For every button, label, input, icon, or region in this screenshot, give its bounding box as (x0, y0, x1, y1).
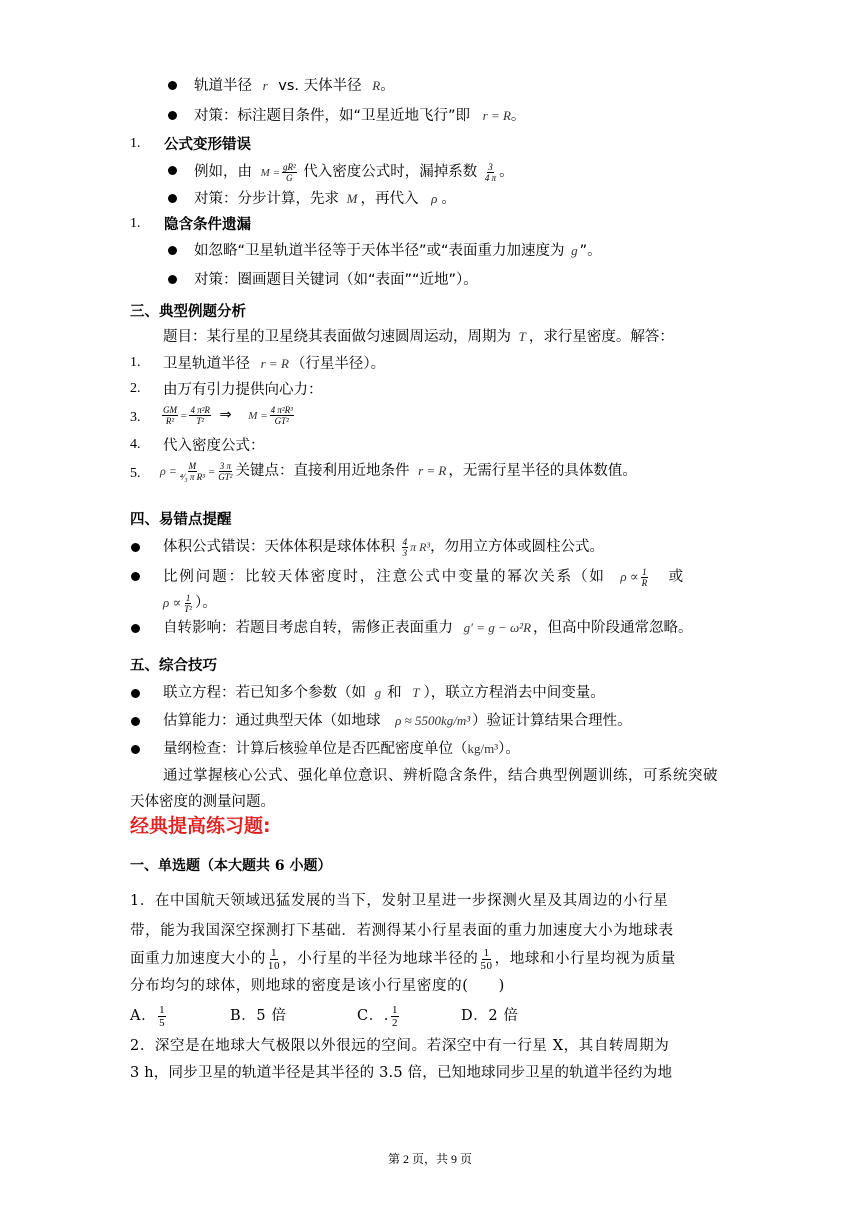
frac-num: 1 (185, 592, 191, 603)
frac-num: 4 π²R (190, 404, 210, 415)
text: 代入密度公式时，漏掉系数 (303, 164, 478, 180)
bullet-dot (131, 717, 140, 726)
option-d[interactable]: D．2 倍 (461, 1008, 519, 1024)
text: 对策：标注题目条件，如“卫星近地飞行”即 (194, 108, 471, 124)
strategy-item (194, 189, 456, 209)
frac-den: R² (165, 415, 175, 426)
text: 例如，由 (194, 164, 252, 180)
fraction-1-over-50 (480, 947, 492, 972)
text: 体积公式错误：天体体积是球体体积 (163, 539, 395, 555)
bullet-dot (168, 111, 177, 120)
list-number: 1. (130, 136, 141, 151)
frac-num: 3 (488, 161, 493, 172)
text: 自转影响：若题目考虑自转，需修正表面重力 (163, 620, 453, 636)
example-intro (163, 327, 674, 347)
math-rho-prop: ρ ∝ (163, 595, 182, 610)
summary-paragraph-line2: 天体密度的测量问题。 (130, 794, 275, 810)
frac-num: 4 π²R³ (270, 404, 293, 415)
frac-num: 1 (392, 1003, 399, 1016)
text: ，地球和小行星均视为质量 (494, 951, 676, 967)
frac-den: 10 (267, 959, 281, 972)
text: 。 (510, 108, 526, 124)
frac-den: 3 (402, 547, 408, 558)
fraction-1-over-T2 (183, 593, 193, 614)
frac-den: ⁴⁄₃ π R³ (179, 471, 205, 482)
option-a[interactable] (130, 1003, 168, 1029)
text: （行星半径）。 (290, 356, 386, 372)
math-piR3: π R³ (410, 540, 431, 554)
list-number: 3. (130, 410, 141, 425)
math-g: g (374, 685, 382, 700)
implies-arrow: ⇒ (219, 407, 232, 423)
math-rho-prop: ρ ∝ (620, 569, 639, 584)
error-item-radius (194, 76, 395, 96)
question-1-line-1: 1．在中国航天领域迅猛发展的当下，发射卫星进一步探测火星及其周边的小行星 (130, 893, 669, 909)
math-r-eq-R: r = R (260, 356, 289, 371)
frac-den: R (641, 577, 648, 588)
text: 联立方程：若已知多个参数（如 (163, 685, 366, 701)
math-g-prime: g′ = g − ω²R (463, 620, 532, 635)
frac-num: GM (163, 404, 177, 415)
fraction-1-over-R (641, 567, 649, 588)
math-unit: kg/m³ (467, 741, 499, 756)
text: 量纲检查：计算后核验单位是否匹配密度单位（ (163, 741, 468, 757)
fraction-3-over-4pi (484, 162, 497, 183)
math-T: T (518, 329, 526, 344)
mistake-item-ratio (163, 563, 685, 591)
error-heading-hidden: 隐含条件遗漏 (164, 217, 251, 233)
text: ，小行星的半径为地球半径的 (282, 951, 479, 967)
math-r-eq-R: r = R (418, 463, 447, 478)
page-footer: 第 2 页，共 9 页 (387, 1152, 472, 1166)
section-heading-examples: 三、典型例题分析 (130, 304, 246, 320)
frac-den: GT² (274, 415, 289, 426)
text: 轨道半径 (194, 78, 252, 94)
math-rho: ρ (431, 191, 438, 206)
frac-num: M (188, 460, 197, 471)
list-number: 1. (130, 216, 141, 231)
fraction-1-over-2 (391, 1004, 399, 1029)
bullet-dot (131, 745, 140, 754)
solution-step-1 (163, 354, 385, 374)
question-1-options (130, 1002, 519, 1030)
text: vs. 天体半径 (278, 78, 362, 94)
text: ，无需行星半径的具体数值。 (448, 463, 637, 479)
bullet-dot (131, 624, 140, 633)
text: 对策：分步计算，先求 (194, 191, 339, 207)
frac-den: 50 (480, 959, 493, 972)
solution-step-4: 代入密度公式： (163, 438, 265, 454)
text: 面重力加速度大小的 (130, 951, 266, 967)
frac-num: 1 (270, 946, 278, 959)
bullet-dot (168, 81, 177, 90)
list-number: 5. (130, 466, 141, 481)
fraction-1-over-10 (268, 947, 280, 972)
exercises-section-heading: 一、单选题（本大题共 6 小题） (130, 858, 332, 874)
bullet-dot (131, 572, 140, 581)
solution-step-2: 由万有引力提供向心力： (163, 382, 323, 398)
fraction-4pi2R3-over-GT2 (270, 405, 294, 426)
option-label: C．. (357, 1008, 390, 1024)
mistake-item-ratio-cont (163, 589, 217, 617)
math-eq: = (180, 410, 188, 422)
bullet-dot (168, 194, 177, 203)
list-number: 2. (130, 381, 141, 396)
math-T: T (412, 685, 420, 700)
frac-num: 4 (402, 536, 408, 547)
frac-num: 1 (483, 946, 490, 959)
bullet-dot (168, 275, 177, 284)
text: 如忽略“卫星轨道半径等于天体半径”或“表面重力加速度为 (194, 243, 565, 259)
text: 和 (387, 685, 402, 701)
question-2-line-2: 3 h，同步卫星的轨道半径是其半径的 3.5 倍，已知地球同步卫星的轨道半径约为地 (130, 1065, 673, 1081)
math-M: M (346, 191, 358, 206)
question-2-line-1: 2．深空是在地球大气极限以外很远的空间。若深空中有一行星 X，其自转周期为 (130, 1038, 670, 1054)
strategy-item: 对策：圈画题目关键词（如“表面”“近地”）。 (194, 272, 478, 288)
hidden-condition-item (194, 241, 602, 261)
strategy-item (194, 106, 525, 126)
text: ”。 (579, 243, 602, 259)
text: 关键点：直接利用近地条件 (235, 463, 410, 479)
frac-den: 5 (159, 1016, 166, 1029)
math-M-eq: M = (260, 167, 280, 179)
math-R: R (372, 78, 381, 93)
frac-den: GT² (218, 471, 233, 482)
math-M-eq: M = (248, 410, 268, 422)
frac-num: 3 π (219, 460, 231, 471)
text: 。 (441, 191, 456, 207)
text: ）。 (498, 741, 520, 757)
fraction-1-over-5 (158, 1004, 166, 1029)
frac-num: gR² (282, 161, 296, 172)
text: 比例问题：比较天体密度时，注意公式中变量的幂次关系（如 (163, 569, 606, 585)
frac-den: G (286, 172, 293, 183)
question-1-line-4: 分布均匀的球体，则地球的密度是该小行星密度的( ) (130, 978, 505, 994)
bullet-dot (131, 543, 140, 552)
text: 题目：某行星的卫星绕其表面做匀速圆周运动，周期为 (163, 329, 511, 345)
text: ，但高中阶段通常忽略。 (533, 620, 693, 636)
bullet-dot (131, 689, 140, 698)
section-heading-mistakes: 四、易错点提醒 (130, 512, 232, 528)
math-r-eq-R: r = R (482, 108, 511, 123)
solution-step-3-equation (160, 401, 296, 430)
fraction-4-over-3 (402, 537, 409, 558)
frac-den: T² (184, 603, 193, 614)
exercises-title: 经典提高练习题: (130, 815, 271, 837)
option-c[interactable] (357, 1002, 401, 1030)
technique-item-equations (163, 683, 605, 703)
question-1-line-2: 带，能为我国深空探测打下基础．若测得某小行星表面的重力加速度大小为地球表 (130, 923, 674, 939)
mistake-item-rotation (163, 618, 693, 638)
math-earth-density: ρ ≈ 5500kg/m³ (395, 713, 471, 728)
text: ，勿用立方体或圆柱公式。 (430, 539, 605, 555)
frac-num: 1 (642, 566, 647, 577)
frac-den: 2 (392, 1016, 399, 1029)
math-r: r (262, 78, 268, 93)
fraction-M-over-volume (179, 461, 206, 482)
mistake-item-volume (163, 533, 604, 561)
error-heading-formula: 公式变形错误 (164, 137, 251, 153)
formula-example-item (194, 159, 514, 186)
summary-paragraph-line1: 通过掌握核心公式、强化单位意识、辨析隐含条件，结合典型例题训练，可系统突破 (163, 768, 718, 784)
technique-item-estimation (163, 711, 632, 731)
section-heading-techniques: 五、综合技巧 (130, 658, 217, 674)
option-b[interactable]: B．5 倍 (230, 1008, 287, 1024)
bullet-dot (168, 246, 177, 255)
math-rho-eq: ρ = (160, 464, 177, 478)
solution-step-5 (160, 456, 637, 487)
fraction-3pi-over-GT2 (217, 461, 233, 482)
question-1-line-3 (130, 945, 676, 973)
text: ，求行星密度。解答： (528, 329, 674, 345)
frac-num: 1 (159, 1003, 166, 1016)
text: 卫星轨道半径 (163, 356, 250, 372)
text: ，再代入 (360, 191, 419, 207)
text: 或 (668, 569, 686, 585)
text: 。 (380, 78, 395, 94)
text: 。 (499, 164, 514, 180)
fraction-gR2-over-G (282, 162, 297, 183)
math-g: g (571, 243, 578, 258)
bullet-dot (168, 166, 177, 175)
frac-den: T² (196, 415, 205, 426)
math-eq: = (207, 466, 216, 478)
fraction-4pi2R-over-T2 (189, 405, 210, 426)
frac-den: 4 π (484, 172, 497, 183)
text: ）。 (195, 595, 217, 611)
option-label: A． (130, 1008, 157, 1024)
list-number: 1. (130, 355, 141, 370)
fraction-GM-over-R2 (162, 405, 178, 426)
text: ）验证计算结果合理性。 (472, 713, 632, 729)
technique-item-dimension (163, 739, 520, 759)
list-number: 4. (130, 437, 141, 452)
text: ），联立方程消去中间变量。 (423, 685, 605, 701)
text: 估算能力：通过典型天体（如地球 (163, 713, 381, 729)
